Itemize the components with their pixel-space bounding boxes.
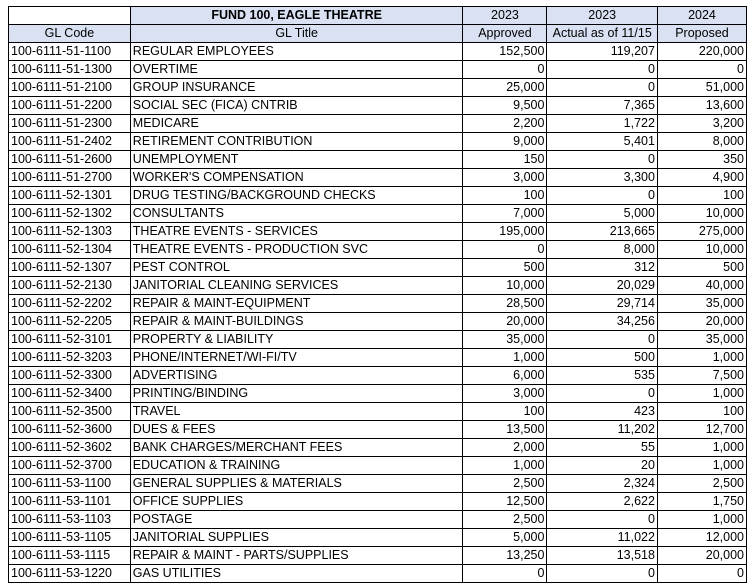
actual-cell: 1,722 <box>547 115 658 133</box>
proposed-cell: 3,200 <box>657 115 746 133</box>
actual-cell: 29,714 <box>547 295 658 313</box>
table-row <box>9 439 747 457</box>
approved-cell: 25,000 <box>463 79 547 97</box>
gl-title-cell: GROUP INSURANCE <box>130 79 463 97</box>
gl-code-cell: 100-6111-51-2402 <box>9 133 131 151</box>
proposed-cell: 0 <box>657 61 746 79</box>
gl-title-cell: PROPERTY & LIABILITY <box>130 331 463 349</box>
approved-cell: 0 <box>463 61 547 79</box>
gl-title-cell: RETIREMENT CONTRIBUTION <box>130 133 463 151</box>
actual-cell: 0 <box>547 331 658 349</box>
gl-title-cell: REPAIR & MAINT-BUILDINGS <box>130 313 463 331</box>
table-row <box>9 457 747 475</box>
proposed-cell: 13,600 <box>657 97 746 115</box>
gl-title-cell: REPAIR & MAINT-EQUIPMENT <box>130 295 463 313</box>
table-row <box>9 223 747 241</box>
actual-cell: 0 <box>547 61 658 79</box>
actual-cell: 0 <box>547 187 658 205</box>
actual-cell: 2,324 <box>547 475 658 493</box>
actual-cell: 20 <box>547 457 658 475</box>
table-row <box>9 241 747 259</box>
gl-code-cell: 100-6111-52-3600 <box>9 421 131 439</box>
gl-title-cell: REGULAR EMPLOYEES <box>130 43 463 61</box>
approved-cell: 195,000 <box>463 223 547 241</box>
table-row <box>9 313 747 331</box>
approved-cell: 5,000 <box>463 529 547 547</box>
approved-cell: 2,500 <box>463 511 547 529</box>
actual-cell: 0 <box>547 565 658 583</box>
approved-cell: 13,500 <box>463 421 547 439</box>
gl-title-cell: SOCIAL SEC (FICA) CNTRIB <box>130 97 463 115</box>
gl-code-cell: 100-6111-51-2100 <box>9 79 131 97</box>
year-approved-header: 2023 <box>463 7 547 25</box>
table-row <box>9 43 747 61</box>
gl-code-cell: 100-6111-52-1303 <box>9 223 131 241</box>
gl-code-cell: 100-6111-53-1105 <box>9 529 131 547</box>
actual-cell: 0 <box>547 151 658 169</box>
gl-title-cell: DUES & FEES <box>130 421 463 439</box>
actual-header: Actual as of 11/15 <box>547 25 658 43</box>
approved-cell: 9,000 <box>463 133 547 151</box>
approved-cell: 1,000 <box>463 457 547 475</box>
gl-title-cell: THEATRE EVENTS - PRODUCTION SVC <box>130 241 463 259</box>
gl-code-cell: 100-6111-51-1100 <box>9 43 131 61</box>
gl-title-cell: THEATRE EVENTS - SERVICES <box>130 223 463 241</box>
table-row <box>9 115 747 133</box>
table-row <box>9 79 747 97</box>
gl-code-cell: 100-6111-51-2300 <box>9 115 131 133</box>
gl-title-cell: WORKER'S COMPENSATION <box>130 169 463 187</box>
gl-code-cell: 100-6111-53-1115 <box>9 547 131 565</box>
budget-sheet <box>8 6 747 583</box>
table-row <box>9 295 747 313</box>
gl-title-cell: MEDICARE <box>130 115 463 133</box>
proposed-cell: 12,000 <box>657 529 746 547</box>
actual-cell: 0 <box>547 79 658 97</box>
proposed-header: Proposed <box>657 25 746 43</box>
table-row <box>9 133 747 151</box>
gl-title-cell: PHONE/INTERNET/WI-FI/TV <box>130 349 463 367</box>
actual-cell: 5,000 <box>547 205 658 223</box>
gl-title-cell: UNEMPLOYMENT <box>130 151 463 169</box>
table-row <box>9 151 747 169</box>
proposed-cell: 1,000 <box>657 439 746 457</box>
approved-cell: 10,000 <box>463 277 547 295</box>
table-row <box>9 565 747 583</box>
gl-title-cell: PEST CONTROL <box>130 259 463 277</box>
actual-cell: 312 <box>547 259 658 277</box>
actual-cell: 7,365 <box>547 97 658 115</box>
gl-title-header: GL Title <box>130 25 463 43</box>
approved-cell: 3,000 <box>463 385 547 403</box>
actual-cell: 11,202 <box>547 421 658 439</box>
year-actual-header: 2023 <box>547 7 658 25</box>
proposed-cell: 0 <box>657 565 746 583</box>
actual-cell: 11,022 <box>547 529 658 547</box>
gl-code-cell: 100-6111-52-2202 <box>9 295 131 313</box>
gl-title-cell: PRINTING/BINDING <box>130 385 463 403</box>
proposed-cell: 1,000 <box>657 385 746 403</box>
gl-title-cell: POSTAGE <box>130 511 463 529</box>
table-row <box>9 169 747 187</box>
proposed-cell: 35,000 <box>657 331 746 349</box>
gl-title-cell: JANITORIAL SUPPLIES <box>130 529 463 547</box>
actual-cell: 13,518 <box>547 547 658 565</box>
approved-cell: 35,000 <box>463 331 547 349</box>
proposed-cell: 100 <box>657 403 746 421</box>
approved-cell: 13,250 <box>463 547 547 565</box>
gl-code-cell: 100-6111-52-3203 <box>9 349 131 367</box>
approved-cell: 0 <box>463 241 547 259</box>
approved-cell: 20,000 <box>463 313 547 331</box>
actual-cell: 8,000 <box>547 241 658 259</box>
approved-header: Approved <box>463 25 547 43</box>
proposed-cell: 20,000 <box>657 313 746 331</box>
actual-cell: 3,300 <box>547 169 658 187</box>
table-row <box>9 331 747 349</box>
approved-cell: 2,500 <box>463 475 547 493</box>
approved-cell: 12,500 <box>463 493 547 511</box>
gl-code-cell: 100-6111-51-2700 <box>9 169 131 187</box>
gl-code-cell: 100-6111-52-3300 <box>9 367 131 385</box>
gl-title-cell: BANK CHARGES/MERCHANT FEES <box>130 439 463 457</box>
budget-table <box>8 6 747 583</box>
table-row <box>9 349 747 367</box>
table-row <box>9 421 747 439</box>
table-row <box>9 187 747 205</box>
approved-cell: 150 <box>463 151 547 169</box>
approved-cell: 28,500 <box>463 295 547 313</box>
actual-cell: 34,256 <box>547 313 658 331</box>
gl-title-cell: OFFICE SUPPLIES <box>130 493 463 511</box>
proposed-cell: 275,000 <box>657 223 746 241</box>
gl-code-cell: 100-6111-53-1101 <box>9 493 131 511</box>
actual-cell: 2,622 <box>547 493 658 511</box>
gl-code-cell: 100-6111-52-3700 <box>9 457 131 475</box>
proposed-cell: 35,000 <box>657 295 746 313</box>
gl-title-cell: ADVERTISING <box>130 367 463 385</box>
gl-title-cell: JANITORIAL CLEANING SERVICES <box>130 277 463 295</box>
table-row <box>9 529 747 547</box>
actual-cell: 0 <box>547 385 658 403</box>
proposed-cell: 100 <box>657 187 746 205</box>
approved-cell: 0 <box>463 565 547 583</box>
actual-cell: 119,207 <box>547 43 658 61</box>
actual-cell: 55 <box>547 439 658 457</box>
gl-code-cell: 100-6111-52-3602 <box>9 439 131 457</box>
table-row <box>9 547 747 565</box>
proposed-cell: 1,750 <box>657 493 746 511</box>
actual-cell: 5,401 <box>547 133 658 151</box>
header-row-years <box>9 7 747 25</box>
table-row <box>9 97 747 115</box>
gl-code-cell: 100-6111-52-1307 <box>9 259 131 277</box>
approved-cell: 100 <box>463 403 547 421</box>
proposed-cell: 1,000 <box>657 511 746 529</box>
proposed-cell: 8,000 <box>657 133 746 151</box>
gl-code-cell: 100-6111-52-1302 <box>9 205 131 223</box>
proposed-cell: 51,000 <box>657 79 746 97</box>
table-row <box>9 493 747 511</box>
table-row <box>9 475 747 493</box>
gl-title-cell: TRAVEL <box>130 403 463 421</box>
gl-title-cell: CONSULTANTS <box>130 205 463 223</box>
proposed-cell: 500 <box>657 259 746 277</box>
table-row <box>9 277 747 295</box>
approved-cell: 152,500 <box>463 43 547 61</box>
table-row <box>9 511 747 529</box>
proposed-cell: 40,000 <box>657 277 746 295</box>
proposed-cell: 220,000 <box>657 43 746 61</box>
gl-code-cell: 100-6111-52-1301 <box>9 187 131 205</box>
gl-code-cell: 100-6111-52-3500 <box>9 403 131 421</box>
approved-cell: 100 <box>463 187 547 205</box>
gl-title-cell: EDUCATION & TRAINING <box>130 457 463 475</box>
proposed-cell: 10,000 <box>657 205 746 223</box>
table-row <box>9 61 747 79</box>
proposed-cell: 10,000 <box>657 241 746 259</box>
proposed-cell: 1,000 <box>657 349 746 367</box>
gl-code-cell: 100-6111-51-1300 <box>9 61 131 79</box>
proposed-cell: 7,500 <box>657 367 746 385</box>
proposed-cell: 2,500 <box>657 475 746 493</box>
actual-cell: 213,665 <box>547 223 658 241</box>
approved-cell: 3,000 <box>463 169 547 187</box>
proposed-cell: 350 <box>657 151 746 169</box>
proposed-cell: 4,900 <box>657 169 746 187</box>
budget-table-body <box>9 7 747 583</box>
table-row <box>9 259 747 277</box>
table-row <box>9 367 747 385</box>
header-blank-cell <box>9 7 131 25</box>
table-row <box>9 205 747 223</box>
actual-cell: 423 <box>547 403 658 421</box>
fund-title: FUND 100, EAGLE THEATRE <box>130 7 463 25</box>
actual-cell: 0 <box>547 511 658 529</box>
table-row <box>9 385 747 403</box>
proposed-cell: 20,000 <box>657 547 746 565</box>
gl-code-cell: 100-6111-53-1103 <box>9 511 131 529</box>
header-row-columns <box>9 25 747 43</box>
gl-title-cell: OVERTIME <box>130 61 463 79</box>
proposed-cell: 1,000 <box>657 457 746 475</box>
actual-cell: 20,029 <box>547 277 658 295</box>
approved-cell: 1,000 <box>463 349 547 367</box>
gl-code-cell: 100-6111-52-2130 <box>9 277 131 295</box>
gl-code-cell: 100-6111-51-2600 <box>9 151 131 169</box>
table-row <box>9 403 747 421</box>
proposed-cell: 12,700 <box>657 421 746 439</box>
approved-cell: 2,000 <box>463 439 547 457</box>
approved-cell: 6,000 <box>463 367 547 385</box>
gl-code-cell: 100-6111-53-1100 <box>9 475 131 493</box>
gl-code-cell: 100-6111-52-3400 <box>9 385 131 403</box>
gl-code-cell: 100-6111-52-1304 <box>9 241 131 259</box>
approved-cell: 7,000 <box>463 205 547 223</box>
year-proposed-header: 2024 <box>657 7 746 25</box>
gl-title-cell: GENERAL SUPPLIES & MATERIALS <box>130 475 463 493</box>
gl-code-cell: 100-6111-51-2200 <box>9 97 131 115</box>
approved-cell: 9,500 <box>463 97 547 115</box>
actual-cell: 500 <box>547 349 658 367</box>
gl-code-cell: 100-6111-52-2205 <box>9 313 131 331</box>
gl-title-cell: REPAIR & MAINT - PARTS/SUPPLIES <box>130 547 463 565</box>
gl-code-cell: 100-6111-52-3101 <box>9 331 131 349</box>
gl-code-cell: 100-6111-53-1220 <box>9 565 131 583</box>
gl-title-cell: DRUG TESTING/BACKGROUND CHECKS <box>130 187 463 205</box>
actual-cell: 535 <box>547 367 658 385</box>
gl-code-header: GL Code <box>9 25 131 43</box>
approved-cell: 500 <box>463 259 547 277</box>
gl-title-cell: GAS UTILITIES <box>130 565 463 583</box>
approved-cell: 2,200 <box>463 115 547 133</box>
